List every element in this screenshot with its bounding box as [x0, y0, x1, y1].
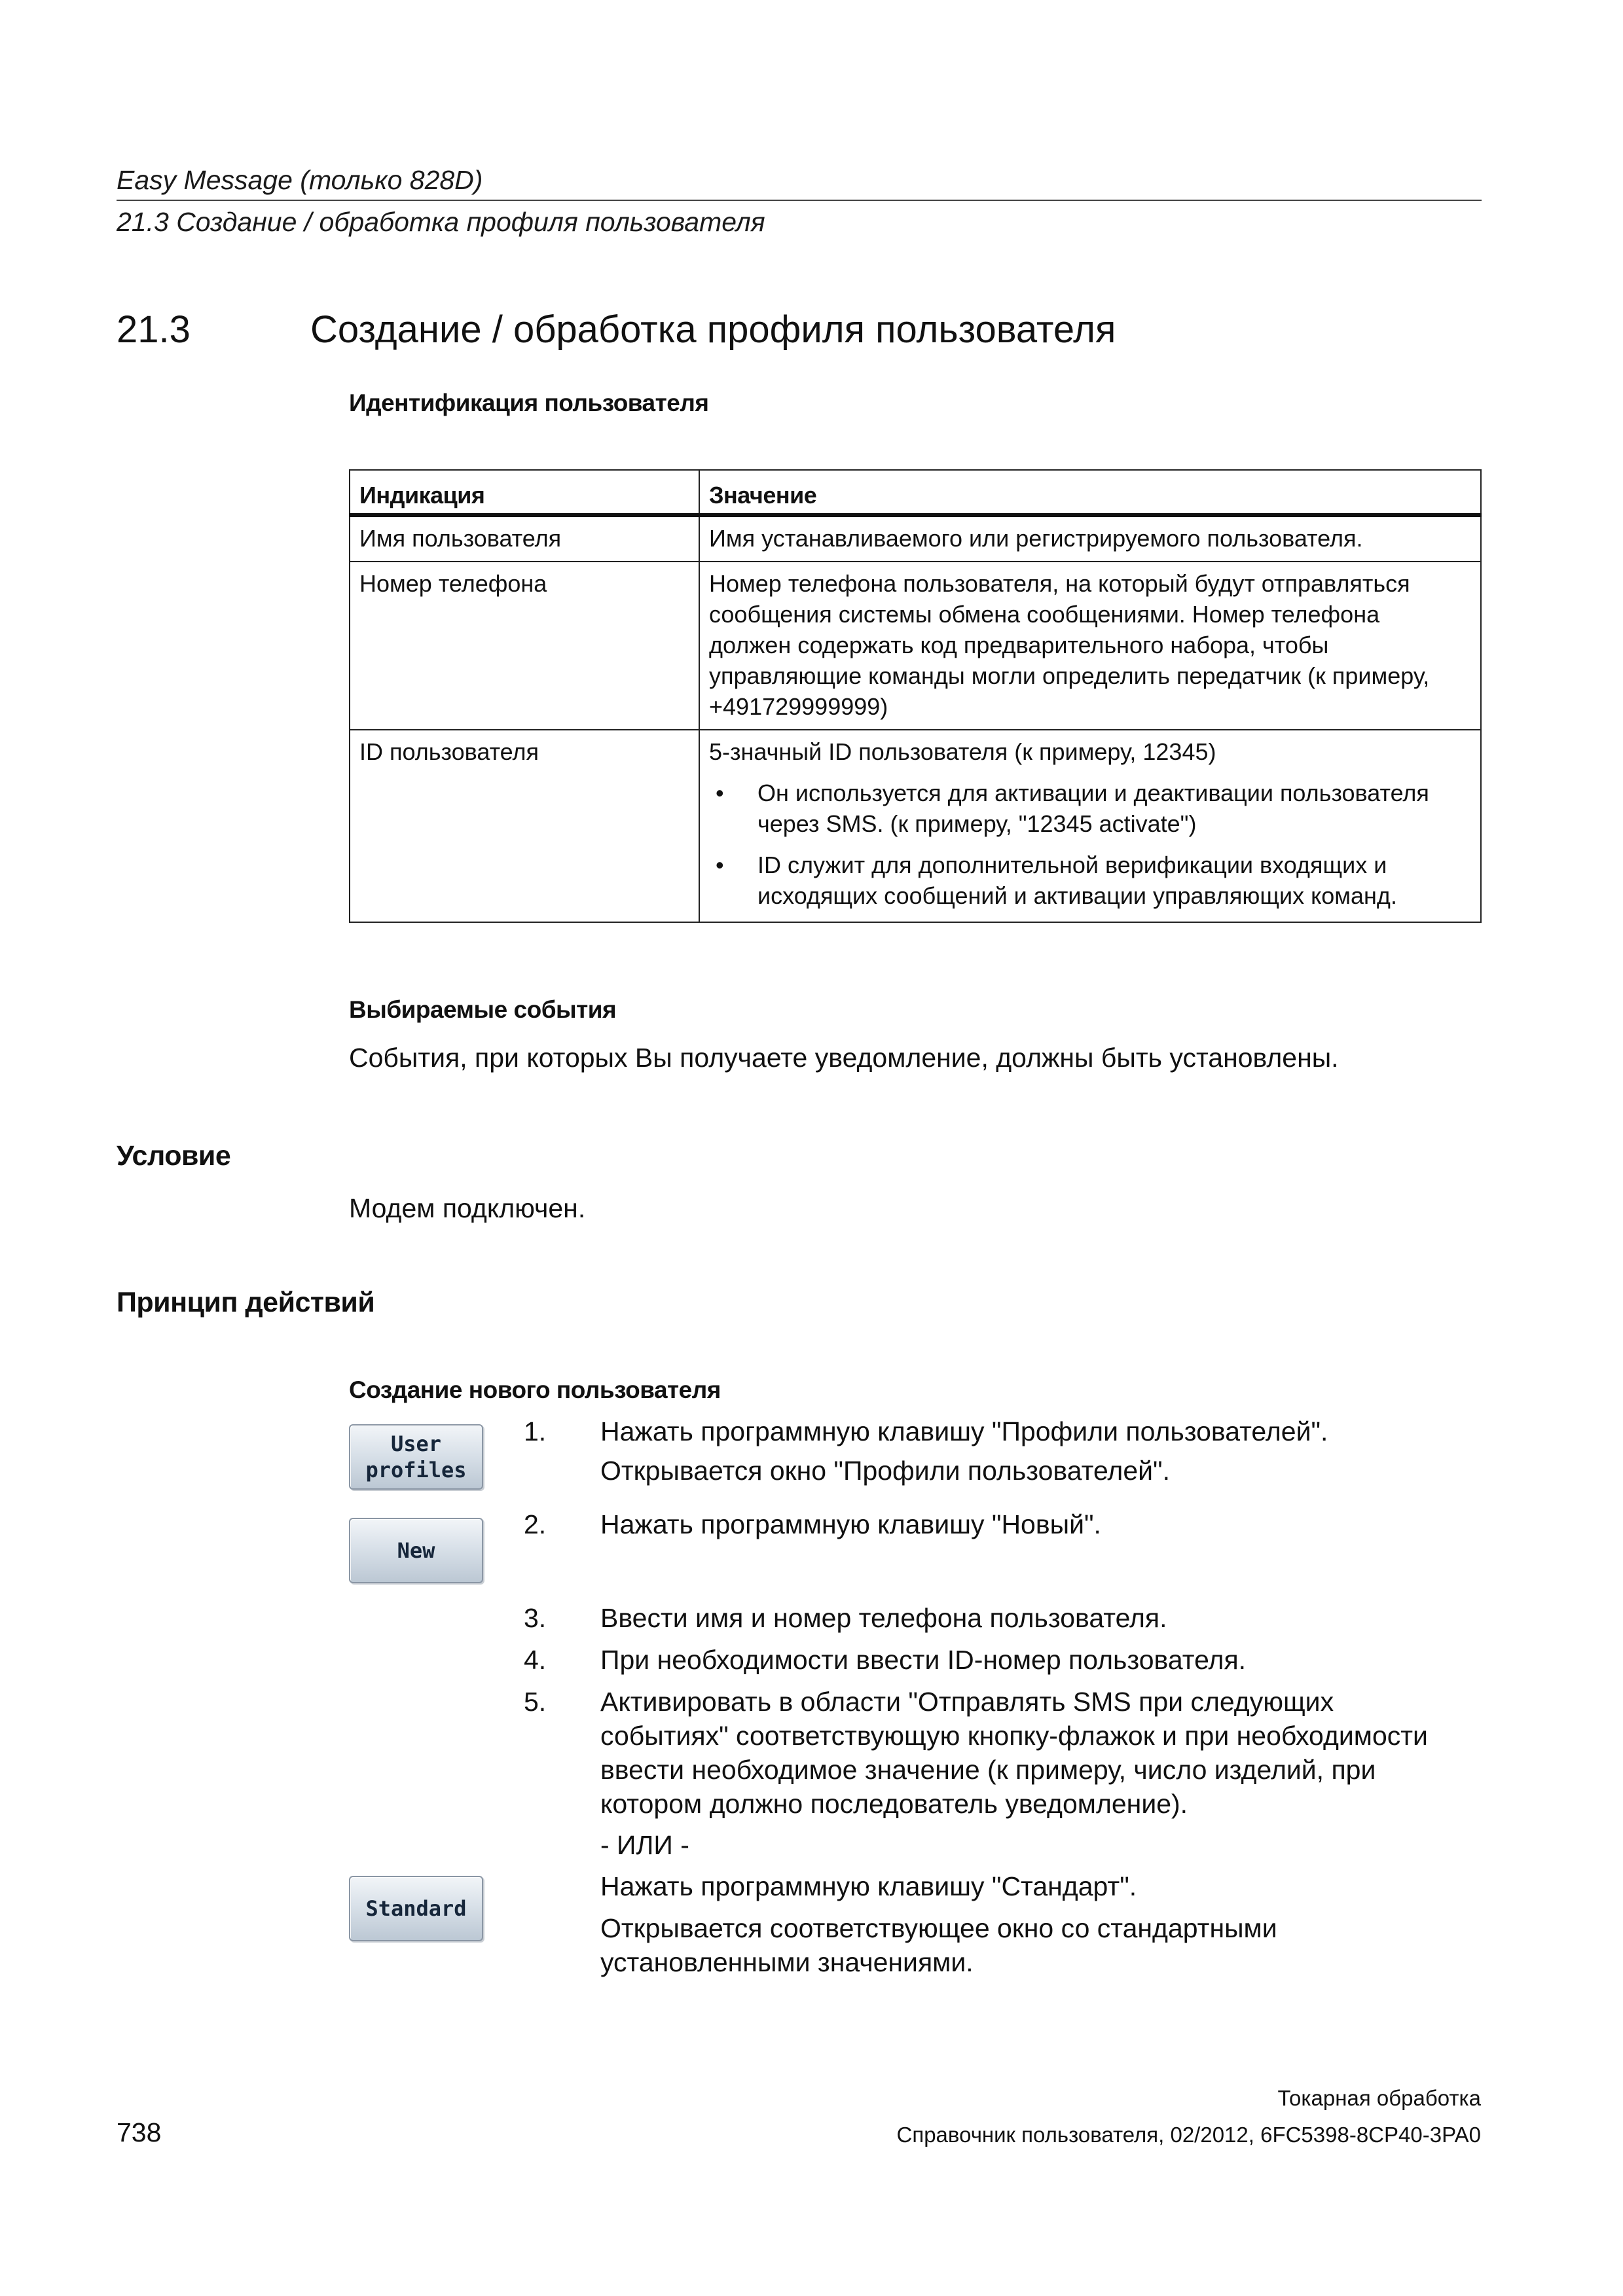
step-text: При необходимости ввести ID-номер пользователя.: [600, 1645, 1247, 1675]
table-row: [350, 515, 1481, 562]
bullet-text: Он используется для активации и деактивации пользователя через SMS. (к примеру, "12345 activate"): [757, 780, 1429, 837]
softkey-label-line2: profiles: [365, 1458, 467, 1482]
identification-heading: Идентификация пользователя: [349, 389, 709, 416]
page-number: 738: [117, 2117, 162, 2147]
or-separator: - ИЛИ -: [600, 1830, 689, 1860]
events-text: События, при которых Вы получаете уведомление, должны быть установлены.: [349, 1043, 1339, 1073]
section-number: 21.3: [117, 308, 191, 351]
list-item: [709, 778, 1471, 839]
step-text-line: Активировать в области "Отправлять SMS при следующих: [600, 1687, 1334, 1717]
step-text: Нажать программную клавишу "Новый".: [600, 1509, 1101, 1539]
table-header-row: [350, 470, 1481, 515]
step-text: Ввести имя и номер телефона пользователя.: [600, 1603, 1167, 1633]
column-header-value: Значение: [699, 470, 1481, 515]
section-title: Создание / обработка профиля пользователя: [310, 308, 1116, 351]
new-user-subheading: Создание нового пользователя: [349, 1376, 721, 1403]
new-softkey[interactable]: [349, 1518, 483, 1583]
row-name: Имя пользователя: [350, 515, 699, 562]
row-value: Номер телефона пользователя, на который будут отправляться сообщения системы обмена сообщениями. Номер телефона должен содержать код предварительного набора, чтобы управляющие команды могли определить передатчик (к примеру, +491729999999): [699, 562, 1481, 730]
user-profiles-softkey[interactable]: [349, 1424, 483, 1490]
step-result: Открывается окно "Профили пользователей".: [600, 1456, 1170, 1486]
bullet-icon: •: [716, 852, 724, 878]
step-alt-result-line: Открывается соответствующее окно со стандартными: [600, 1913, 1277, 1943]
bullet-text: ID служит для дополнительной верификации входящих и исходящих сообщений и активации управляющих команд.: [757, 852, 1397, 909]
row-name: Номер телефона: [350, 562, 699, 730]
table-row: [350, 730, 1481, 922]
step-number: 1.: [524, 1416, 547, 1446]
row-value: Имя устанавливаемого или регистрируемого пользователя.: [699, 515, 1481, 562]
step-number: 5.: [524, 1687, 547, 1717]
step-alt-text: Нажать программную клавишу "Стандарт".: [600, 1871, 1137, 1901]
step-text-line: котором должно последователь уведомление).: [600, 1789, 1188, 1819]
step-number: 3.: [524, 1603, 547, 1633]
softkey-label: Standard: [365, 1896, 467, 1921]
step-number: 2.: [524, 1509, 547, 1539]
principle-heading: Принцип действий: [117, 1287, 375, 1318]
running-header-chapter: Easy Message (только 828D): [117, 165, 483, 195]
bullet-icon: •: [716, 780, 724, 806]
standard-softkey[interactable]: [349, 1876, 483, 1941]
identification-table: [349, 469, 1482, 923]
step-alt-result-line: установленными значениями.: [600, 1947, 974, 1977]
table-row: [350, 562, 1481, 730]
condition-text: Модем подключен.: [349, 1193, 586, 1223]
step-text: Нажать программную клавишу "Профили пользователей".: [600, 1416, 1328, 1446]
column-header-indication: Индикация: [350, 470, 699, 515]
step-text-line: событиях" соответствующую кнопку-флажок и при необходимости: [600, 1721, 1428, 1751]
footer-book-title: Токарная обработка: [1277, 2086, 1481, 2110]
row-value: 5-значный ID пользователя (к примеру, 12345): [709, 738, 1216, 765]
row-name: ID пользователя: [350, 730, 699, 922]
list-item: [709, 850, 1471, 911]
softkey-label: New: [397, 1538, 435, 1563]
events-heading: Выбираемые события: [349, 996, 617, 1023]
header-rule: [117, 200, 1482, 201]
step-text-line: ввести необходимое значение (к примеру, число изделий, при: [600, 1755, 1376, 1785]
row-value-cell: [699, 730, 1481, 922]
condition-heading: Условие: [117, 1140, 231, 1172]
running-header-section: 21.3 Создание / обработка профиля пользователя: [117, 207, 765, 237]
footer-manual-info: Справочник пользователя, 02/2012, 6FC5398-8CP40-3PA0: [896, 2123, 1481, 2147]
softkey-label-line1: User: [390, 1431, 442, 1456]
step-number: 4.: [524, 1645, 547, 1675]
